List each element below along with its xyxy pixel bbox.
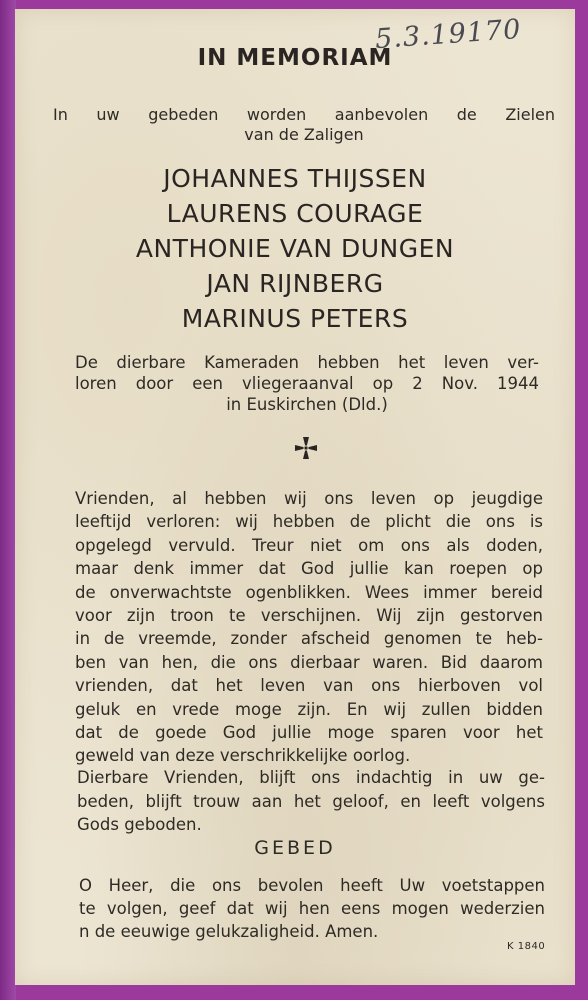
message-line: geweld van deze verschrikkelijke oorlog.	[75, 746, 411, 766]
print-code: K 1840	[507, 941, 546, 952]
prayer-line: te volgen, geef dat wij hen eens mogen wederzien	[79, 899, 545, 918]
prayer-line: O Heer, die ons bevolen heeft Uw voetstappen	[79, 876, 545, 895]
mourning-border-left	[0, 0, 16, 1000]
deceased-name: JOHANNES THIJSSEN	[163, 164, 427, 193]
message-line: geluk en vrede moge zijn. En wij zullen bidden	[75, 699, 543, 719]
intro-line: van de Zaligen	[244, 125, 364, 144]
message-line: vrienden, dat het leven van ons hierboven vol	[75, 676, 543, 696]
intro-line: In uw gebeden worden aanbevolen de Zielen	[53, 105, 555, 124]
reminder-line: Dierbare Vrienden, blijft ons indachtig in uw ge-	[77, 768, 545, 787]
message-line: de onverwachtste ogenblikken. Wees immer bereid	[75, 582, 543, 602]
prayer-heading: GEBED	[254, 837, 336, 859]
prayer-line: n de eeuwige gelukzaligheid. Amen.	[79, 922, 379, 941]
cross-pattee-icon	[295, 437, 317, 459]
intro-text	[53, 105, 555, 145]
handwritten-note: 5.3.19170	[374, 13, 523, 56]
farewell-message	[75, 487, 543, 768]
death-notice-line: De dierbare Kameraden hebben het leven ver-	[75, 353, 539, 372]
message-line: opgelegd vervuld. Treur niet om ons als doden,	[75, 535, 543, 555]
death-notice-line: loren door een vliegeraanval op 2 Nov. 1944	[75, 374, 539, 393]
message-line: maar denk immer dat God jullie kan roepen op	[75, 559, 543, 579]
prayer-text	[79, 874, 545, 943]
deceased-name: MARINUS PETERS	[181, 304, 409, 333]
message-line: ben van hen, die ons dierbaar waren. Bid daarom	[75, 652, 543, 672]
death-notice-line: in Euskirchen (Dld.)	[226, 395, 388, 414]
deceased-name: JAN RIJNBERG	[206, 269, 384, 298]
reminder-line: beden, blijft trouw aan het geloof, en leeft volgens	[77, 791, 545, 811]
deceased-name: ANTHONIE VAN DUNGEN	[135, 234, 455, 263]
card-title: IN MEMORIAM	[197, 45, 393, 71]
message-line: leeftijd verloren: wij hebben de plicht die ons is	[75, 512, 543, 532]
message-line: dat de goede God jullie moge sparen voor het	[75, 723, 543, 743]
card-paper	[15, 9, 575, 985]
reminder-text	[77, 766, 545, 837]
deceased-name: LAURENS COURAGE	[166, 199, 424, 228]
message-line: voor zijn troon te verschijnen. Wij zijn gestorven	[75, 606, 543, 626]
message-line: in de vreemde, zonder afscheid genomen te heb-	[75, 629, 543, 649]
death-notice	[75, 352, 539, 415]
names-list	[15, 161, 575, 336]
reminder-line: Gods geboden.	[77, 815, 202, 834]
message-line: Vrienden, al hebben wij ons leven op jeugdige	[75, 489, 543, 508]
